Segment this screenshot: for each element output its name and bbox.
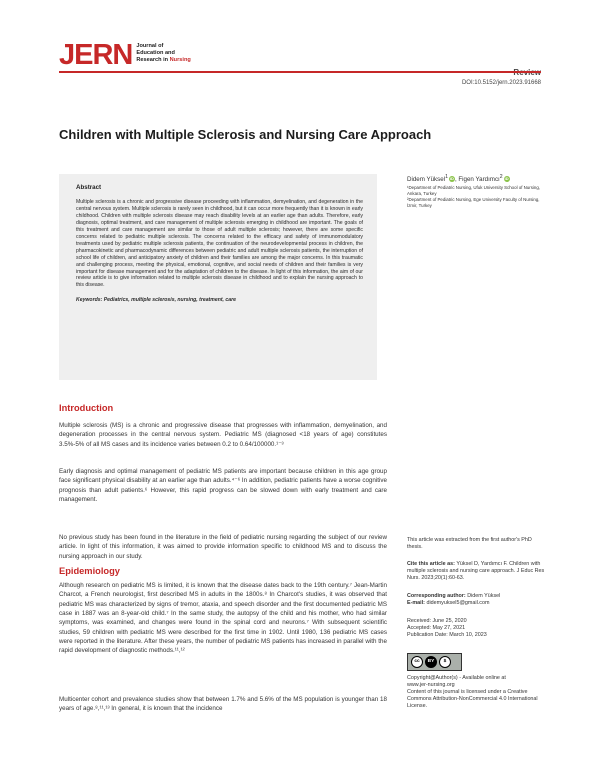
author-separator: , (454, 176, 459, 184)
journal-url[interactable]: www.jer-nursing.org (407, 682, 455, 689)
journal-name (136, 43, 190, 64)
paragraph: Multicenter cohort and prevalence studies show that between 1.7% and 5.6% of the MS population is younger than 18 years of age.⁸,¹¹,¹³ In general, it is known that the incidence (59, 696, 387, 713)
corresponding-name: Didem Yüksel (465, 593, 501, 599)
journal-name-line3a: Research in (136, 57, 170, 63)
email-link[interactable]: didemyuksel5@gmail.com (424, 600, 490, 607)
citation-label: Cite this article as: (407, 561, 455, 567)
publication-date: Publication Date: March 10, 2023 (407, 632, 487, 639)
author-affiliation-mark: 1 (445, 174, 448, 180)
dates (407, 618, 547, 639)
corresponding-author (407, 593, 547, 607)
orcid-icon[interactable]: iD (504, 176, 509, 182)
affiliations (407, 185, 547, 209)
email-label: E-mail: (407, 600, 425, 607)
affiliation: ¹Department of Pediatric Nursing, Ufuk University School of Nursing, Ankara, Turkey (407, 185, 540, 197)
logo-mark: JERN (59, 39, 133, 71)
abstract-box (59, 174, 377, 380)
cc-icon: cc (411, 656, 423, 668)
author-affiliation-mark: 2 (499, 174, 503, 180)
license-line1: Copyright@Author(s) - Available online at (407, 675, 506, 681)
abstract-body: Multiple sclerosis is a chronic and progressive disease proceeding with inflammation, demyelination, and degeneration in the central nervous system. Multiple sclerosis is rarely seen in childhood, but it can occur more frequently than it is known in early childhood. Children with multiple sclerosis disease may reach disability levels at an earlier age than adults. Therefore, early diagnosis, optimal treatment, and care management of multiple sclerosis emerging in childhood are important. The goals of this treatment and care management are similar to those of adult multiple sclerosis; however, there are some specific concerns related to pediatric multiple sclerosis. The concerns related to the efficacy and safety of immunomodulatory treatments used by pediatric multiple sclerosis patients, the continuation of the neurodevelopmental process in children, the pharmacokinetic and pharmacodynamic differences between pediatric and adult multiple sclerosis patients, the interruption of school life of children, and anticipatory anxiety of children and their families are among the major concerns. In this traumatic and challenging process, meeting the physical, emotional, cognitive, and social needs of children and their families is very important for disease management and for the adaptation of children to the disease. In light of this information, the aim of our review article is to give information related to multiple sclerosis disease in childhood and to explain the nursing approach to this disease. (76, 199, 363, 289)
orcid-icon[interactable]: iD (449, 176, 454, 182)
author-name: Figen Yardımcı (458, 176, 500, 184)
paragraph: Multiple sclerosis (MS) is a chronic and progressive disease that progresses with inflammation, demyelination, and degeneration processes in the central nervous system. Pediatric MS (diagnosed <18 years of age) constitutes 3.5%-5% of all MS cases and its incidence varies between 0.2 to 0.64/100000.¹⁻³ (59, 422, 387, 448)
license (407, 675, 547, 710)
paragraph: Although research on pediatric MS is limited, it is known that the disease dates back to the 19th century.⁷ Jean-Martin Charcot, a French neurologist, first described MS in adults in the 1800s.⁸ In Charcot's studies, it was observed that pediatric MS was characterized by signs of tremor, ataxia, and speech disorder and the first documented pediatric MS case in 1887 was an 8-year-old child.⁷ In the same study, the autopsy of the child and his mother, who had similar symptoms, was examined, and changes were found in the spinal cord and neurons.⁷ With subsequent scientific studies, 59 children with pediatric MS were described for the first time in 1902. Until 1980, 136 pediatric MS cases were reported in the literature. After these years, the number of pediatric MS patients has increased in parallel with the rapid development of diagnostic methods.¹¹,¹² (59, 582, 387, 655)
paragraph: No previous study has been found in the literature in the field of pediatric nursing regarding the subject of our review article. In light of this information, it was aimed to provide information specific to childhood MS and to discuss the nursing approach in our study. (59, 534, 387, 560)
journal-name-line3b: Nursing (169, 57, 191, 63)
affiliation: ²Department of Pediatric Nursing, Ege University Faculty of Nursing, İzmir, Turkey (407, 197, 540, 209)
by-icon: BY (425, 656, 437, 668)
author-name: Didem Yüksel (407, 176, 446, 184)
citation-text: Yüksel D, Yardımcı F. Children with multiple sclerosis and nursing care approach. J Educ Res Nurs. 2023;20(1):60-63. (407, 561, 545, 582)
creative-commons-badge[interactable] (407, 653, 462, 671)
author-list (407, 174, 510, 183)
header-divider (59, 71, 541, 73)
license-line2: Content of this journal is licensed under a Creative Commons Attribution-NonCommercial 4.0 International License. (407, 689, 538, 710)
received-date: Received: June 25, 2020 (407, 618, 467, 624)
article-title: Children with Multiple Sclerosis and Nursing Care Approach (59, 127, 432, 142)
corresponding-label: Corresponding author: (407, 593, 466, 599)
section-heading-introduction: Introduction (59, 403, 114, 413)
citation (407, 561, 547, 582)
journal-logo (59, 41, 191, 69)
journal-name-line2: Education and (136, 50, 175, 56)
doi-link[interactable]: DOI:10.5152/jern.2023.91668 (461, 80, 541, 86)
journal-name-line1: Journal of (136, 43, 164, 49)
abstract-heading: Abstract (76, 184, 102, 191)
paragraph: Early diagnosis and optimal management of pediatric MS patients are important because children in this age group face significant physical disability at an earlier age than adults.⁴⁻⁶ In addition, pediatric patients have a worse cognitive prognosis than adult patients.⁶ However, this rapid progress can be slowed down with early treatment and care management. (59, 468, 387, 504)
thesis-note: This article was extracted from the first author's PhD thesis. (407, 537, 532, 551)
keywords: Keywords: Pediatrics, multiple sclerosis, nursing, treatment, care (76, 297, 236, 304)
accepted-date: Accepted: May 27, 2021 (407, 625, 466, 632)
nc-icon: $ (439, 656, 451, 668)
section-heading-epidemiology: Epidemiology (59, 566, 120, 576)
journal-name-line3 (136, 57, 190, 64)
